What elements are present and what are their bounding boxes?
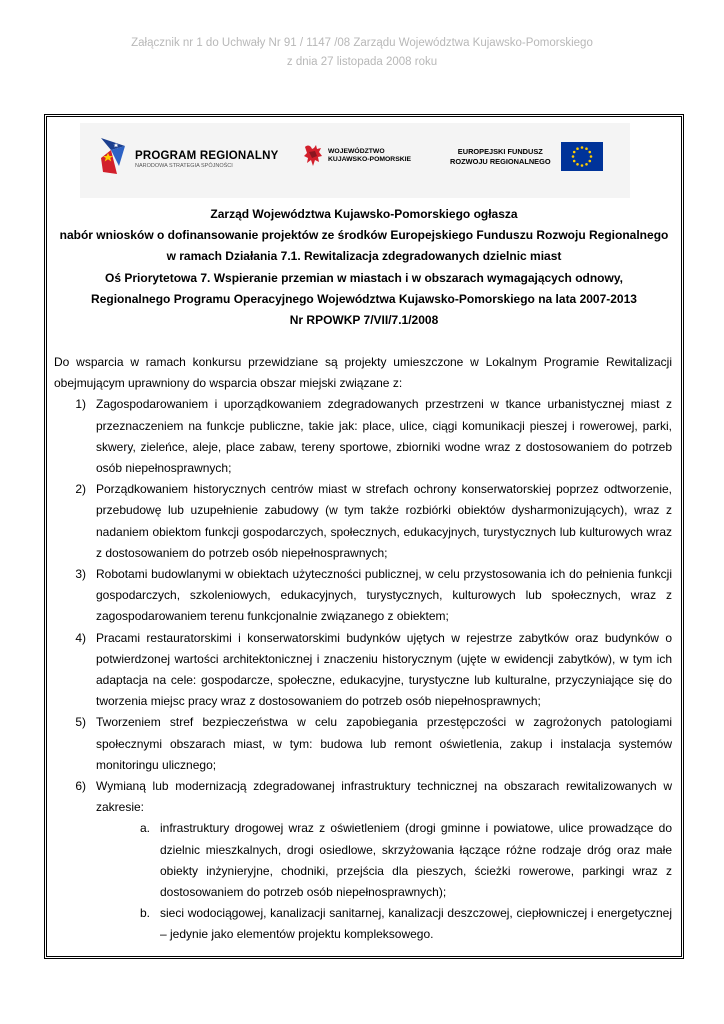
program-regionalny-logo <box>97 136 279 176</box>
voivodeship-line1: WOJEWÓDZTWO <box>328 147 385 155</box>
list-item-number: 6) <box>75 779 86 794</box>
sub-list-item-text: sieci wodociągowej, kanalizacji sanitarnej, kanalizacji deszczowej, ciepłowniczej i energetycznej – jedynie jako elementów projektu kompleksowego. <box>160 906 672 942</box>
list-item <box>54 394 672 479</box>
list-item <box>54 479 672 564</box>
attachment-header-line1: Załącznik nr 1 do Uchwały Nr 91 / 1147 /08 Zarządu Województwa Kujawsko-Pomorskiego <box>131 37 593 49</box>
program-regionalny-name: PROGRAM REGIONALNY <box>135 150 279 162</box>
announcement-title <box>52 204 676 331</box>
list-item <box>54 776 672 818</box>
title-line: Nr RPOWKP 7/VII/7.1/2008 <box>289 313 439 328</box>
sub-list-item <box>54 903 672 945</box>
sub-list-item-letter: a. <box>139 821 150 836</box>
title-line: Oś Priorytetowa 7. Wspieranie przemian w miastach i w obszarach wymagających odnowy, <box>105 270 623 285</box>
list-item-text: Wymianą lub modernizacją zdegradowanej infrastruktury technicznej na obszarach rewitalizowanych w zakresie: <box>96 779 672 815</box>
eu-flag-icon <box>561 142 603 171</box>
list-item-number: 1) <box>75 397 86 412</box>
title-line: Regionalnego Programu Operacyjnego Województwa Kujawsko-Pomorskiego na lata 2007-2013 <box>91 291 637 306</box>
voivodeship-logo <box>302 144 411 168</box>
list-item-text: Pracami restauratorskimi i konserwatorskimi budynków ujętych w rejestrze zabytków oraz budynków o potwierdzonej wartości architektonicznej i znaczeniu historycznym (ujęte w ewidencji zabytków), w tym ich adaptacja na cele: gospodarcze, społeczne, edukacyjne, turystyczne lub kulturalne, przyczyniające się do tworzenia miejsc pracy wraz z dostosowaniem do potrzeb osób niepełnosprawnych; <box>96 630 672 709</box>
eu-fund-line2: ROZWOJU REGIONALNEGO <box>450 156 551 166</box>
title-line: w ramach Działania 7.1. Rewitalizacja zdegradowanych dzielnic miast <box>166 249 562 264</box>
sub-list-item-letter: b. <box>139 906 150 921</box>
list-item-number: 4) <box>75 630 86 645</box>
sub-list-item-text: infrastruktury drogowej wraz z oświetleniem (drogi gminne i powiatowe, ulice prowadzące do dzielnic mieszkalnych, drogi osiedlowe, skrzyżowania łączące różne rodzaje dróg oraz małe obiekty inżynieryjne, chodniki, przejścia dla pieszych, ścieżki rowerowe, parkingi wraz z dostosowaniem do potrzeb osób niepełnosprawnych); <box>160 821 672 900</box>
eu-fund-logo <box>450 142 603 171</box>
list-item-text: Robotami budowlanymi w obiektach użyteczności publicznej, w celu przystosowania ich do pełnienia funkcji gospodarczych, szkoleniowych, edukacyjnych, turystycznych, kulturowych lub społecznych, wraz z zagospodarowaniem terenu funkcjonalnie związanego z obiektem; <box>96 567 672 624</box>
voivodeship-emblem-icon <box>302 144 324 168</box>
title-line: Zarząd Województwa Kujawsko-Pomorskiego ogłasza <box>210 207 518 221</box>
attachment-header-line2: z dnia 27 listopada 2008 roku <box>286 56 438 68</box>
attachment-header <box>0 34 724 72</box>
list-item-text: Zagospodarowaniem i uporządkowaniem zdegradowanych przestrzeni w tkance urbanistycznej miast z przeznaczeniem na funkcje publiczne, takie jak: place, ulice, ciągi komunikacji pieszej i rowerowej, parki, skwery, zieleńce, aleje, place zabaw, tereny sportowe, zbiorniki wodne wraz z dostosowaniem do potrzeb osób niepełnosprawnych; <box>96 397 672 476</box>
list-item <box>54 712 672 776</box>
list-item-text: Porządkowaniem historycznych centrów miast w strefach ochrony konserwatorskiej poprzez odtworzenie, przebudowę lub uzupełnienie zabudowy (w tym także rozbiórki obiektów dysharmonizujących), wraz z nadaniem obiektom funkcji gospodarczych, społecznych, edukacyjnych, turystycznych lub kulturowych wraz z dostosowaniem do potrzeb osób niepełnosprawnych; <box>96 482 672 560</box>
list-item-number: 5) <box>75 715 86 730</box>
list-item-text: Tworzeniem stref bezpieczeństwa w celu zapobiegania przestępczości w zagrożonych patologiami społecznymi obszarach miast, w tym: budowa lub remont oświetlenia, zakup i instalacja systemów monitoringu ulicznego; <box>96 715 672 772</box>
program-regionalny-subtitle: NARODOWA STRATEGIA SPÓJNOŚCI <box>135 163 233 169</box>
list-item <box>54 628 672 713</box>
list-item <box>54 564 672 628</box>
voivodeship-line2: KUJAWSKO-POMORSKIE <box>328 156 412 163</box>
sub-list-item <box>54 818 672 903</box>
intro-paragraph: Do wsparcia w ramach konkursu przewidziane są projekty umieszczone w Lokalnym Programie Rewitalizacji obejmującym uprawniony do wsparcia obszar miejski związane z: <box>54 355 672 391</box>
list-item-number: 2) <box>75 482 86 497</box>
title-line: nabór wniosków o dofinansowanie projektów ze środków Europejskiego Funduszu Rozwoju Regionalnego <box>59 228 669 243</box>
announcement-body <box>54 352 672 946</box>
eu-fund-line1: EUROPEJSKI FUNDUSZ <box>457 146 543 156</box>
list-item-number: 3) <box>75 567 86 582</box>
program-regionalny-emblem-icon <box>97 136 129 176</box>
